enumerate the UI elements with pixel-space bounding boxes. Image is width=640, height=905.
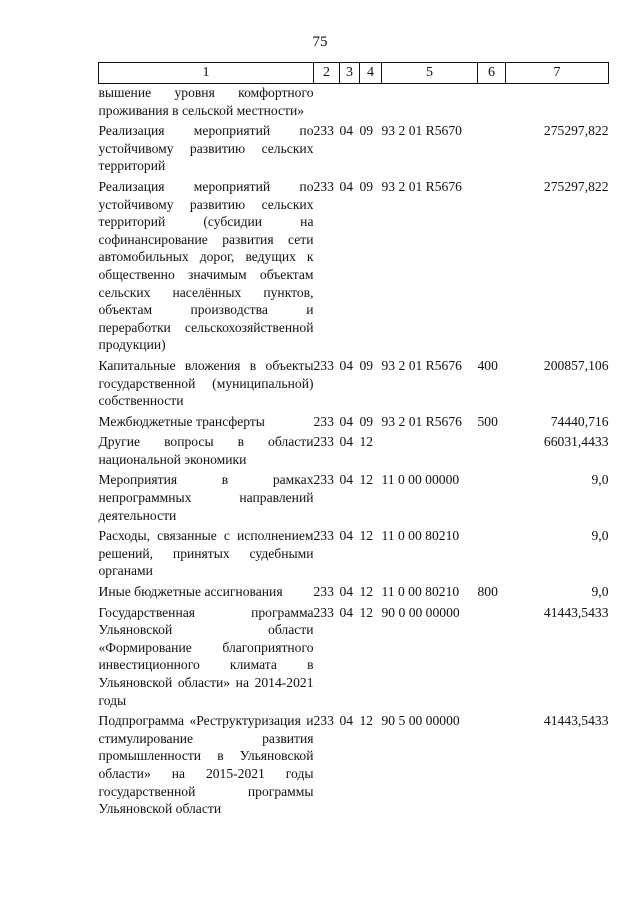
row-csr-code bbox=[382, 84, 478, 123]
row-csr-code: 11 0 00 80210 bbox=[381, 584, 460, 600]
table-row bbox=[99, 583, 609, 604]
row-vr-code bbox=[478, 84, 506, 123]
row-vr-code: 400 bbox=[477, 357, 498, 373]
row-name: Реализация мероприятий по устойчивому развитию сельских территорий bbox=[98, 123, 314, 174]
row-vr-code bbox=[478, 712, 506, 821]
row-name: Реализация мероприятий по устойчивому развитию сельских территорий (субсидии на софинансирование развития сети автомобильных дорог, ведущих к общественно значимым объектам сельских населённых пунктов, объектам производства и переработки сельскохозяйственной продукции) bbox=[98, 178, 314, 353]
row-gp-code: 233 bbox=[313, 713, 334, 729]
row-csr-code: 93 2 01 R5676 bbox=[381, 178, 462, 194]
column-header-7: 7 bbox=[506, 63, 609, 84]
row-vr-code bbox=[478, 433, 506, 471]
row-rz-code: 04 bbox=[339, 713, 354, 729]
table-row bbox=[99, 604, 609, 713]
column-header-6: 6 bbox=[478, 63, 506, 84]
row-csr-code: 11 0 00 00000 bbox=[381, 472, 460, 488]
row-vr-code bbox=[478, 122, 506, 178]
column-header-2: 2 bbox=[314, 63, 340, 84]
row-amount bbox=[506, 84, 609, 123]
header-row bbox=[99, 63, 609, 84]
row-vr-code bbox=[478, 527, 506, 583]
row-name: Подпрограмма «Реструктуризация и стимулирование развития промышленности в Ульяновской области» на 2015-2021 годы государственной программы Ульяновской области bbox=[98, 713, 314, 817]
row-rz-code: 04 bbox=[339, 123, 354, 139]
row-pr-code: 12 bbox=[359, 472, 374, 488]
row-amount: 74440,716 bbox=[550, 413, 609, 429]
row-amount: 41443,5433 bbox=[543, 604, 609, 620]
row-rz-code: 04 bbox=[339, 357, 354, 373]
row-name: Капитальные вложения в объекты государственной (муниципальной) собственности bbox=[98, 357, 314, 409]
table-row bbox=[99, 413, 609, 434]
table-row bbox=[99, 178, 609, 357]
row-name: Межбюджетные трансферты bbox=[98, 413, 265, 429]
row-gp-code: 233 bbox=[313, 178, 334, 194]
row-pr-code: 09 bbox=[359, 357, 374, 373]
table-row bbox=[99, 84, 609, 123]
row-amount: 9,0 bbox=[591, 528, 609, 544]
table-row bbox=[99, 122, 609, 178]
row-rz-code: 04 bbox=[339, 472, 354, 488]
row-pr-code: 09 bbox=[359, 178, 374, 194]
row-csr-code: 11 0 00 80210 bbox=[381, 528, 460, 544]
row-gp-code: 233 bbox=[313, 413, 334, 429]
row-rz-code: 04 bbox=[339, 178, 354, 194]
table-row bbox=[99, 471, 609, 527]
row-csr-code: 93 2 01 R5676 bbox=[381, 413, 462, 429]
row-pr-code: 12 bbox=[359, 584, 374, 600]
row-pr-code: 12 bbox=[359, 604, 374, 620]
row-rz-code: 04 bbox=[339, 604, 354, 620]
column-header-5: 5 bbox=[382, 63, 478, 84]
row-csr-code bbox=[382, 433, 478, 471]
row-pr-code bbox=[360, 84, 382, 123]
column-header-1: 1 bbox=[99, 63, 314, 84]
row-vr-code bbox=[478, 604, 506, 713]
row-gp-code bbox=[314, 84, 340, 123]
row-rz-code: 04 bbox=[339, 434, 354, 450]
row-pr-code: 12 bbox=[359, 713, 374, 729]
row-name: Другие вопросы в области национальной экономики bbox=[98, 434, 314, 467]
row-name: Государственная программа Ульяновской области «Формирование благоприятного инвестиционного климата в Ульяновской области» на 2014-2021 годы bbox=[98, 604, 314, 708]
table-row bbox=[99, 527, 609, 583]
row-gp-code: 233 bbox=[313, 434, 334, 450]
row-pr-code: 12 bbox=[359, 434, 374, 450]
row-name: вышение уровня комфортного проживания в сельской местности» bbox=[98, 85, 314, 118]
row-amount: 41443,5433 bbox=[543, 713, 609, 729]
column-header-3: 3 bbox=[340, 63, 360, 84]
row-csr-code: 90 5 00 00000 bbox=[381, 713, 460, 729]
row-rz-code: 04 bbox=[339, 528, 354, 544]
row-rz-code: 04 bbox=[339, 413, 354, 429]
table-row bbox=[99, 433, 609, 471]
row-gp-code: 233 bbox=[313, 472, 334, 488]
row-vr-code bbox=[478, 178, 506, 357]
row-vr-code bbox=[478, 471, 506, 527]
row-amount: 9,0 bbox=[591, 584, 609, 600]
column-header-4: 4 bbox=[360, 63, 382, 84]
budget-table bbox=[98, 62, 609, 821]
row-amount: 275297,822 bbox=[543, 178, 609, 194]
row-name: Расходы, связанные с исполнением решений, принятых судебными органами bbox=[98, 528, 314, 579]
row-name: Иные бюджетные ассигнования bbox=[98, 584, 283, 600]
row-amount: 9,0 bbox=[591, 472, 609, 488]
row-gp-code: 233 bbox=[313, 123, 334, 139]
row-amount: 66031,4433 bbox=[543, 434, 609, 450]
row-name: Мероприятия в рамках непрограммных направлений деятельности bbox=[98, 472, 314, 523]
row-pr-code: 09 bbox=[359, 123, 374, 139]
row-csr-code: 90 0 00 00000 bbox=[381, 604, 460, 620]
row-vr-code: 500 bbox=[477, 413, 498, 429]
row-csr-code: 93 2 01 R5676 bbox=[381, 357, 462, 373]
row-vr-code: 800 bbox=[477, 584, 498, 600]
table-row bbox=[99, 357, 609, 413]
row-rz-code bbox=[340, 84, 360, 123]
page-number: 75 bbox=[312, 34, 328, 50]
row-amount: 275297,822 bbox=[543, 123, 609, 139]
row-pr-code: 09 bbox=[359, 413, 374, 429]
row-pr-code: 12 bbox=[359, 528, 374, 544]
row-gp-code: 233 bbox=[313, 604, 334, 620]
row-gp-code: 233 bbox=[313, 584, 334, 600]
table-row bbox=[99, 712, 609, 821]
row-rz-code: 04 bbox=[339, 584, 354, 600]
row-csr-code: 93 2 01 R5670 bbox=[381, 123, 462, 139]
row-gp-code: 233 bbox=[313, 528, 334, 544]
row-amount: 200857,106 bbox=[543, 357, 609, 373]
row-gp-code: 233 bbox=[313, 357, 334, 373]
